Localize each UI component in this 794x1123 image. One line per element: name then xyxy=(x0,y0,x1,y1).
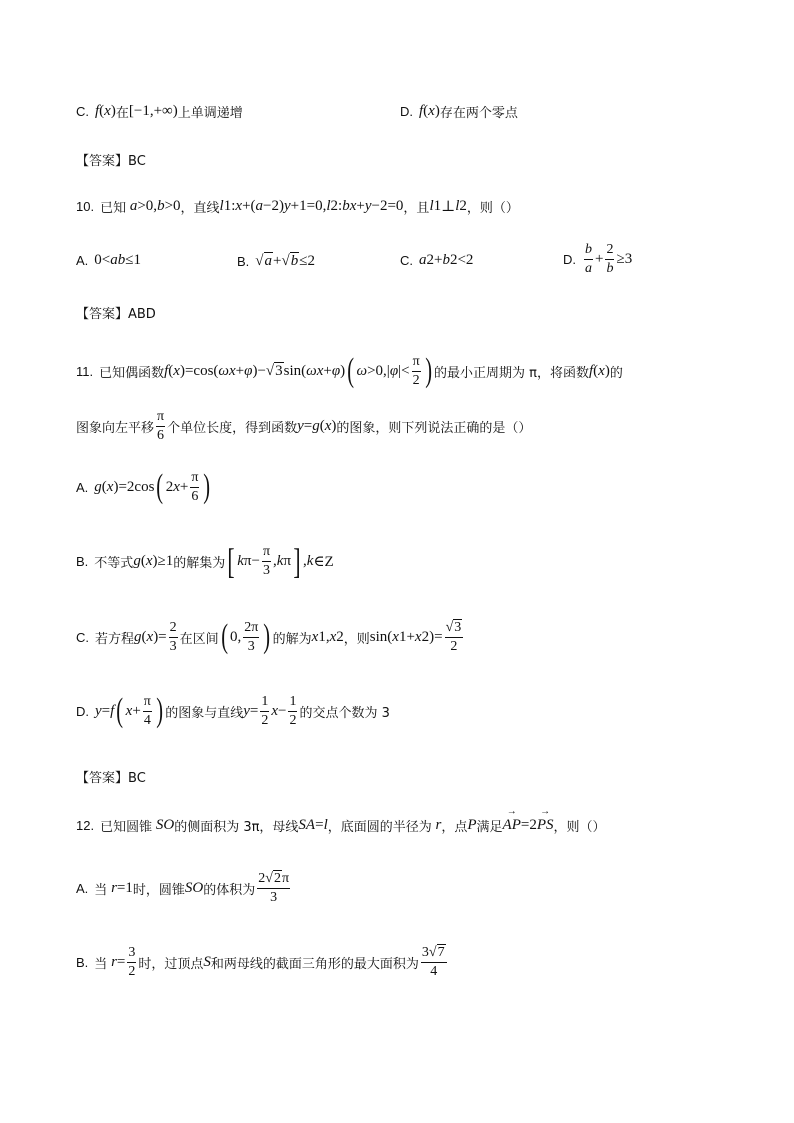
q10-option-d: D. $\frac{b}{a}$ + $\frac{2}{b}$ ≥3 xyxy=(563,242,633,276)
q10-answer: 【答案】ABD xyxy=(76,307,156,322)
q10-option-b: B. √ a +√ b ≤2 xyxy=(237,252,315,269)
q11-stem-line1: 11. 已知偶函数 f ( x )=cos( ωx + φ )−√ 3 sin( ωx + φ ) ( ω >0,| φ |< $\frac{\pi}{2}$ ) 的最小正周期为 π，将函数 f ( x ) 的 xyxy=(76,352,623,389)
option-label: C. xyxy=(76,104,89,119)
q11-answer: 【答案】BC xyxy=(76,771,146,786)
q11-option-d: D. y = f ( x + $\frac{\pi}{4}$ ) 的图象与直线 y = $\frac{1}{2}$ x − $\frac{1}{2}$ 的交点个数为 3 xyxy=(76,692,390,729)
q9-option-d: D. f ( x ) 存在两个零点 xyxy=(400,103,518,121)
q12-stem: 12. 已知圆锥 SO 的侧面积为 3π，母线 SA = l ，底面圆的半径为 r ，点 P 满足 → AP =2 → PS ，则（） xyxy=(76,816,606,835)
q11-stem-line2: 图象向左平移 $\frac{\pi}{6}$ 个单位长度，得到函数 y = g ( x ) 的图象，则下列说法正确的是（） xyxy=(76,409,532,443)
q9-option-c: C. f ( x ) 在 [−1,+∞) 上单调递增 xyxy=(76,103,243,121)
q11-option-c: C. 若方程 g ( x )= $\frac{2}{3}$ 在区间 ( 0, $\frac{2\pi}{3}$ ) 的解为 x 1 , x 2 ，则 sin( x 1 + x 2 )= $\frac{√3}{2}$ xyxy=(76,618,462,655)
q10-option-c: C. a 2 + b 2 <2 xyxy=(400,252,474,268)
q11-option-b: B. 不等式 g ( x )≥1 的解集为 [ k π− $\frac{\pi}{3}$ , k π ] , k ∈Z xyxy=(76,541,334,581)
q10-stem: 10. 已知 a >0, b >0 ，直线 l 1 : x +( a −2) y +1=0, l 2 : bx + y −2=0 ，且 l 1 ⊥ l 2 ，则（） xyxy=(76,198,519,216)
q12-option-a: A. 当 r =1 时，圆锥 SO 的体积为 $\frac{2√2\pi}{3}$ xyxy=(76,871,290,905)
q11-option-a: A. g ( x )=2cos ( 2 x + $\frac{\pi}{6}$ ) xyxy=(76,468,211,505)
q9-answer: 【答案】BC xyxy=(76,154,146,169)
q10-option-a: A. 0< ab ≤1 xyxy=(76,252,141,268)
q12-option-b: B. 当 r = $\frac{3}{2}$ 时，过顶点 S 和两母线的截面三角形的最大面积为 $\frac{3√7}{4}$ xyxy=(76,945,445,979)
